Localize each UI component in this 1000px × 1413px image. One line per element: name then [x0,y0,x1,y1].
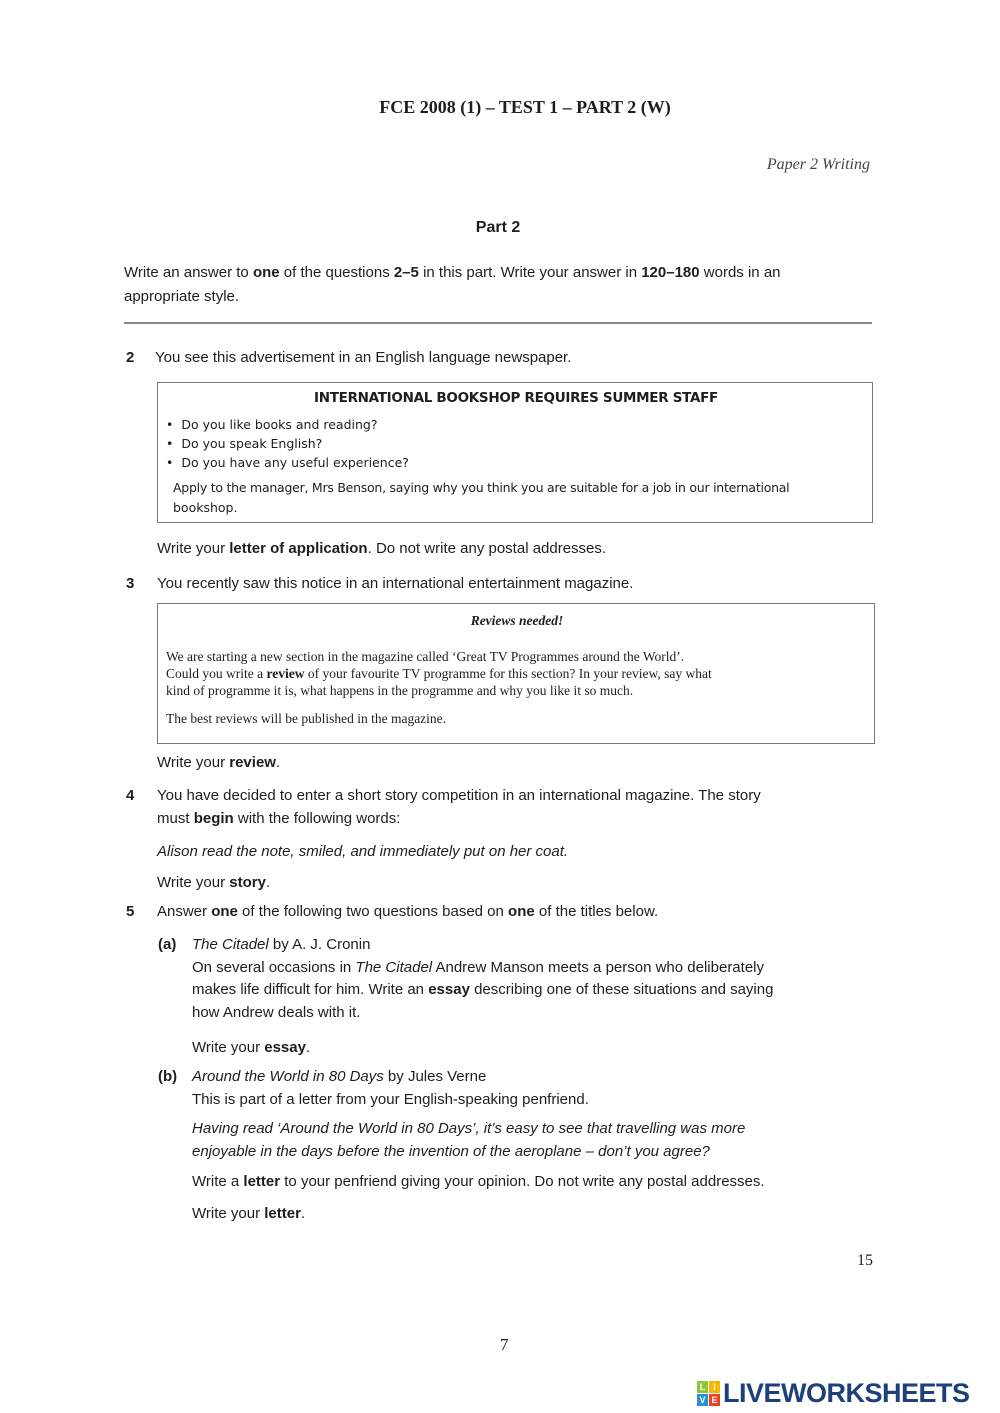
option-a-label: (a) [158,936,177,953]
question-instruction: Write your letter of application. Do not write any postal addresses. [157,540,607,557]
ad-bullet: • Do you like books and reading? [166,417,378,432]
option-a-text: On several occasions in The Citadel Andrew Manson meets a person who deliberately [192,959,764,976]
option-b-text: This is part of a letter from your English-speaking penfriend. [192,1091,589,1108]
penfriend-quote: Having read ‘Around the World in 80 Days’, it’s easy to see that travelling was more [192,1120,746,1137]
option-a-title: The Citadel by A. J. Cronin [192,936,371,953]
book-page-number: 15 [857,1252,873,1269]
question-number: 4 [126,787,135,804]
notice-title: Reviews needed! [470,613,564,628]
story-opening: Alison read the note, smiled, and immediately put on her coat. [157,843,569,860]
part-heading: Part 2 [475,219,521,236]
question-text: You see this advertisement in an English language newspaper. [155,349,572,366]
option-b-label: (b) [158,1068,178,1085]
question-instruction: Write your review. [157,754,281,771]
logo-text: LIVEWORKSHEETS [723,1378,970,1408]
option-b-title: Around the World in 80 Days by Jules Verne [192,1068,487,1085]
notice-box [157,603,875,744]
liveworksheets-logo[interactable] [697,1378,970,1409]
question-instruction: Write your story. [157,874,271,891]
notice-body: kind of programme it is, what happens in the programme and why you like it so much. [166,683,634,698]
document-title: FCE 2008 (1) – TEST 1 – PART 2 (W) [379,97,671,117]
question-text-line2: must begin with the following words: [157,810,401,827]
option-b-text: Write a letter to your penfriend giving your opinion. Do not write any postal addresses. [192,1173,765,1190]
question-text: You recently saw this notice in an international entertainment magazine. [157,575,634,592]
penfriend-quote: enjoyable in the days before the invention of the aeroplane – don’t you agree? [192,1143,710,1160]
ad-bullet: • Do you have any useful experience? [166,455,409,470]
instructions-line2: appropriate style. [124,288,240,305]
instructions: Write an answer to one of the questions 2–5 in this part. Write your answer in 120–180 words in an [124,264,781,281]
option-a-instruction: Write your essay. [192,1039,311,1056]
option-a-text: how Andrew deals with it. [192,1004,361,1021]
paper-label: Paper 2 Writing [766,156,870,173]
logo-tiles-icon: L I V E [697,1381,720,1406]
question-number: 5 [126,903,135,920]
question-text: Answer one of the following two questions based on one of the titles below. [157,903,659,920]
ad-body-line2: bookshop. [173,500,238,515]
ad-title: INTERNATIONAL BOOKSHOP REQUIRES SUMMER STAFF [314,390,718,406]
question-text: You have decided to enter a short story competition in an international magazine. The story [157,787,761,804]
ad-body: Apply to the manager, Mrs Benson, saying why you think you are suitable for a job in our international [173,480,790,495]
notice-body: The best reviews will be published in the magazine. [166,711,447,726]
advertisement-box [157,382,873,523]
notice-body: We are starting a new section in the magazine called ‘Great TV Programmes around the World’. [166,649,685,664]
page-number: 7 [500,1335,509,1354]
option-b-instruction: Write your letter. [192,1205,306,1222]
option-a-text: makes life difficult for him. Write an essay describing one of these situations and saying [192,981,774,998]
divider [124,322,872,324]
question-number: 2 [126,349,135,366]
notice-body: Could you write a review of your favourite TV programme for this section? In your review, say what [166,666,712,681]
question-number: 3 [126,575,135,592]
ad-bullet: • Do you speak English? [166,436,323,451]
